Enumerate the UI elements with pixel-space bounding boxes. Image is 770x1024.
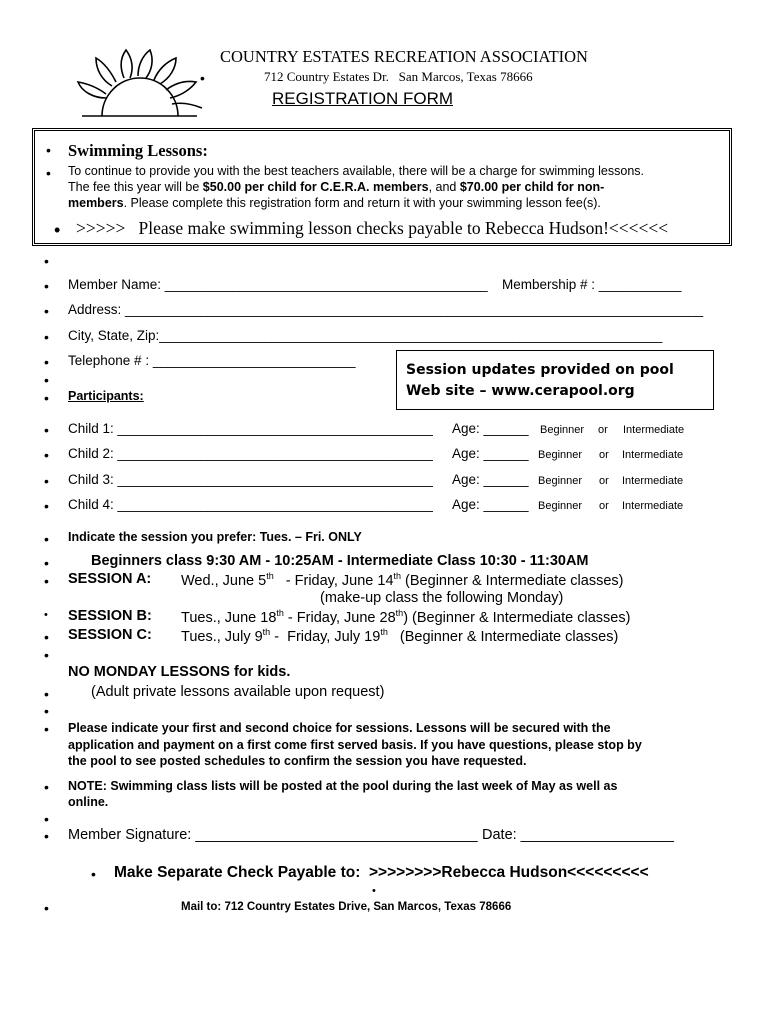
- bullet: •: [44, 900, 49, 916]
- bullet: •: [372, 885, 376, 897]
- member-name-field[interactable]: Member Name: ___________________________________________: [68, 277, 488, 292]
- checks-payable-note: >>>>> Please make swimming lesson checks payable to Rebecca Hudson!<<<<<<: [76, 218, 669, 238]
- child-age-field[interactable]: Age: ______: [452, 446, 529, 461]
- intermediate-option[interactable]: Intermediate: [622, 500, 684, 512]
- bullet: •: [44, 686, 49, 702]
- intermediate-option[interactable]: Intermediate: [622, 449, 684, 461]
- no-monday-note: NO MONDAY LESSONS for kids.: [68, 664, 291, 680]
- sun-icon: [72, 48, 212, 120]
- makeup-note: (make-up class the following Monday): [320, 590, 564, 606]
- bullet: •: [44, 253, 49, 269]
- beginner-option[interactable]: Beginner: [540, 424, 585, 436]
- intro-line-1: To continue to provide you with the best teachers available, there will be a charge for swimming lessons.: [68, 164, 644, 178]
- intermediate-option[interactable]: Intermediate: [622, 475, 684, 487]
- bullet: •: [44, 390, 49, 406]
- session-b-dates: Tues., June 18th - Friday, June 28th) (Beginner & Intermediate classes): [181, 608, 631, 626]
- bullet: •: [44, 811, 49, 827]
- bullet: •: [44, 609, 48, 621]
- bullet: •: [44, 473, 49, 489]
- session-c-dates: Tues., July 9th - Friday, July 19th (Beginner & Intermediate classes): [181, 627, 619, 645]
- org-name: COUNTRY ESTATES RECREATION ASSOCIATION: [220, 47, 588, 66]
- bullet: •: [44, 278, 49, 294]
- bullet: •: [44, 354, 49, 370]
- beginner-option[interactable]: Beginner: [538, 500, 583, 512]
- choice-note: Please indicate your first and second choice for sessions. Lessons will be secured with the application and payment on a first come first served basis. If you have questions, please stop by the pool to see posted schedules to confirm the session you have requested.: [68, 721, 642, 768]
- city-state-zip-field[interactable]: City, State, Zip:___________________________________________________________________: [68, 328, 663, 343]
- notice-line-1: Session updates provided on pool: [406, 362, 674, 378]
- session-a-label: SESSION A:: [68, 571, 152, 587]
- child-name-field[interactable]: Child 4: __________________________________________: [68, 497, 433, 512]
- session-a-dates: Wed., June 5th - Friday, June 14th (Beginner & Intermediate classes): [181, 571, 624, 589]
- bullet: •: [46, 165, 51, 181]
- bullet: •: [44, 422, 49, 438]
- bullet: •: [44, 573, 49, 589]
- bullet: •: [44, 303, 49, 319]
- mail-to-address: Mail to: 712 Country Estates Drive, San Marcos, Texas 78666: [181, 901, 512, 913]
- child-age-field[interactable]: Age: ______: [452, 497, 529, 512]
- or-label: or: [599, 500, 609, 512]
- child-age-field[interactable]: Age: ______: [452, 472, 529, 487]
- intro-line-3: members. Please complete this registration form and return it with your swimming lesson fee(s).: [68, 196, 601, 210]
- bullet: •: [44, 498, 49, 514]
- bullet: •: [44, 703, 49, 719]
- date-field[interactable]: Date: ___________________: [482, 827, 674, 843]
- bullet: •: [91, 866, 96, 882]
- intro-line-2: The fee this year will be $50.00 per child for C.E.R.A. members, and $70.00 per child for non-: [68, 180, 605, 194]
- child-name-field[interactable]: Child 1: __________________________________________: [68, 421, 433, 436]
- form-title: REGISTRATION FORM: [272, 89, 454, 108]
- session-b-label: SESSION B:: [68, 608, 152, 624]
- bullet: •: [200, 70, 205, 86]
- bullet: •: [44, 447, 49, 463]
- bullet: •: [44, 329, 49, 345]
- membership-number-field[interactable]: Membership # : ___________: [502, 277, 682, 292]
- bullet: •: [44, 372, 49, 388]
- session-c-label: SESSION C:: [68, 627, 152, 643]
- bullet: •: [44, 629, 49, 645]
- class-times: Beginners class 9:30 AM - 10:25AM - Intermediate Class 10:30 - 11:30AM: [91, 553, 589, 569]
- bullet: •: [44, 828, 49, 844]
- beginner-option[interactable]: Beginner: [538, 475, 583, 487]
- bullet: •: [44, 779, 49, 795]
- bullet: •: [54, 220, 61, 240]
- child-name-field[interactable]: Child 3: __________________________________________: [68, 472, 433, 487]
- session-preference: Indicate the session you prefer: Tues. – Fri. ONLY: [68, 530, 362, 544]
- adult-lessons-note: (Adult private lessons available upon request): [91, 684, 385, 700]
- or-label: or: [599, 449, 609, 461]
- bullet: •: [44, 647, 49, 663]
- telephone-field[interactable]: Telephone # : ___________________________: [68, 353, 356, 368]
- child-age-field[interactable]: Age: ______: [452, 421, 529, 436]
- bullet: •: [44, 721, 49, 737]
- beginner-option[interactable]: Beginner: [538, 449, 583, 461]
- child-name-field[interactable]: Child 2: __________________________________________: [68, 446, 433, 461]
- check-payable-footer: Make Separate Check Payable to: >>>>>>>>Rebecca Hudson<<<<<<<<<: [114, 864, 649, 881]
- bullet: •: [44, 555, 49, 571]
- notice-line-2: Web site – www.cerapool.org: [406, 383, 635, 399]
- org-address: 712 Country Estates Dr. San Marcos, Texas 78666: [264, 69, 533, 84]
- class-list-note: NOTE: Swimming class lists will be posted at the pool during the last week of May as well as online.: [68, 779, 618, 809]
- or-label: or: [598, 424, 608, 436]
- address-field[interactable]: Address: _____________________________________________________________________________: [68, 302, 704, 317]
- pool-notice-box: [396, 350, 714, 410]
- bullet: •: [44, 531, 49, 547]
- or-label: or: [599, 475, 609, 487]
- participants-heading: Participants:: [68, 389, 144, 403]
- swimming-heading: Swimming Lessons:: [68, 141, 208, 160]
- member-signature-field[interactable]: Member Signature: ___________________________________: [68, 827, 478, 843]
- bullet: •: [46, 142, 51, 158]
- intermediate-option[interactable]: Intermediate: [623, 424, 685, 436]
